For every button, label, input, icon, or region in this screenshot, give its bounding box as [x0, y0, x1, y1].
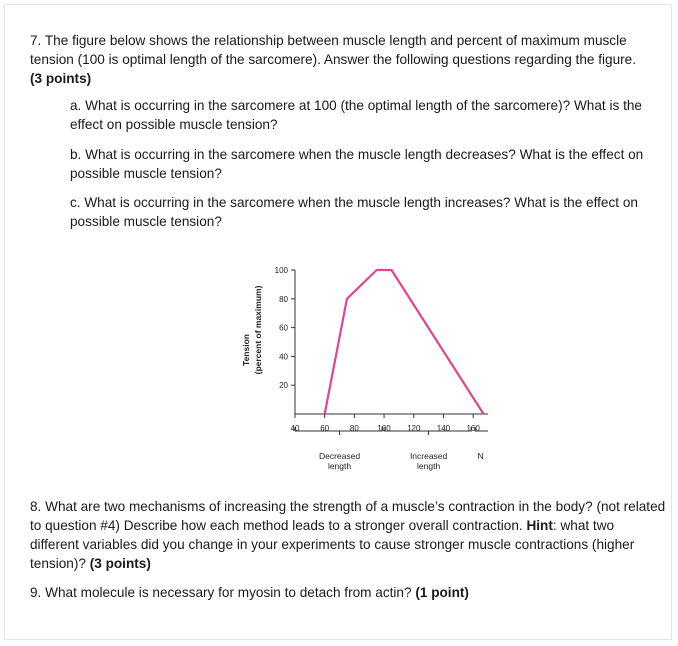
chart-axes — [295, 270, 488, 414]
y-tick-label: 60 — [279, 323, 288, 333]
y-tick-label: 100 — [274, 266, 288, 275]
x-tick-label: 120 — [407, 424, 421, 433]
question-7-text: 7. The figure below shows the relationship between muscle length and percent of maximum muscle tension (100 is optimal length of the sarcomere). Answer the following questions regarding the figure. — [30, 33, 637, 67]
x-tick-label: 60 — [320, 424, 330, 433]
category-label-n: N — [477, 451, 484, 461]
tension-series-line — [325, 270, 484, 414]
y-tick-label: 20 — [279, 381, 288, 391]
category-bracket — [295, 427, 382, 431]
question-7b: b. What is occurring in the sarcomere when the muscle length decreases? What is the effect on possible muscle tension? — [70, 147, 644, 181]
x-tick-label: 160 — [466, 424, 480, 433]
question-8 — [30, 497, 666, 573]
category-bracket — [384, 427, 471, 431]
chart-ticks — [275, 266, 481, 433]
question-7c: c. What is occurring in the sarcomere when the muscle length increases? What is the effect on possible muscle tension? — [70, 195, 638, 229]
y-axis-title-line2: (percent of maximum) — [253, 285, 263, 375]
question-9-text: 9. What molecule is necessary for myosin to detach from actin? — [30, 585, 416, 600]
category-label-line1: Decreased — [318, 451, 361, 461]
chart-series — [325, 270, 484, 414]
question-8-hint-text: : what two different variables did you change in your experiments to cause stronger muscle contractions (higher tension)? — [30, 518, 635, 571]
category-label-line2: length — [417, 461, 441, 471]
chart-categories — [295, 427, 488, 471]
question-8-text: 8. What are two mechanisms of increasing the strength of a muscle’s contraction in the body? (not related to question #4) Describe how each method leads to a stronger overall contraction. — [30, 499, 666, 533]
x-tick-label: 80 — [349, 424, 359, 433]
question-8-hint-label: Hint — [526, 518, 553, 533]
y-tick-label: 40 — [279, 352, 288, 362]
question-9-points: (1 point) — [415, 585, 469, 600]
category-label-line1: Increased — [409, 451, 448, 461]
question-8-points: (3 points) — [89, 556, 151, 571]
y-tick-label: 80 — [279, 294, 288, 304]
question-9 — [30, 583, 660, 602]
question-7-points: (3 points) — [30, 71, 92, 86]
category-label-line2: length — [327, 461, 352, 471]
question-7a: a. What is occurring in the sarcomere at 100 (the optimal length of the sarcomere)? What is the effect on possible muscle tension? — [70, 98, 642, 132]
x-tick-label: 140 — [436, 424, 451, 433]
x-tick-label: 40 — [290, 424, 300, 433]
x-tick-label: 100 — [377, 424, 391, 433]
y-axis-title-line1: Tension — [241, 334, 251, 366]
